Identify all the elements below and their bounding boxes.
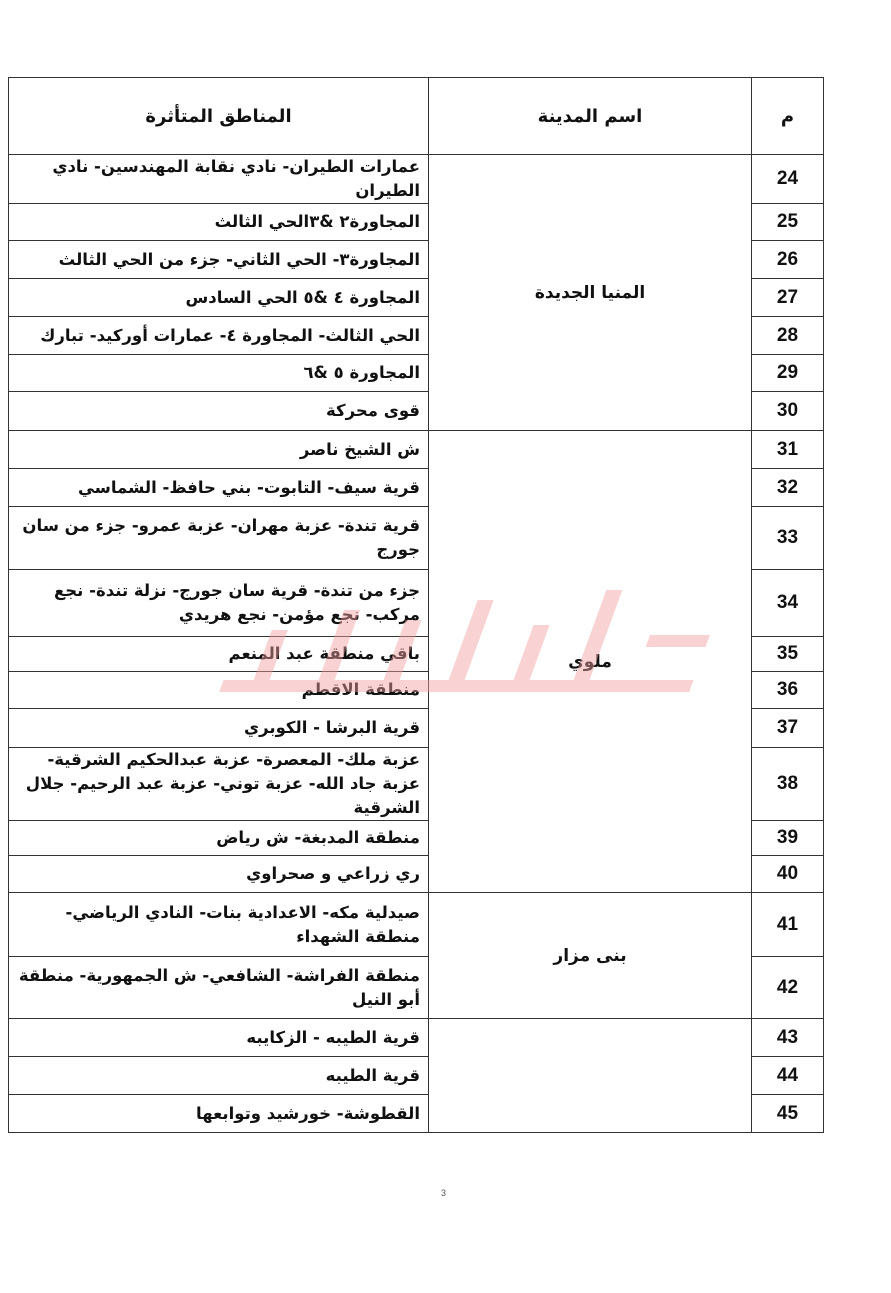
area-cell: المجاورة ٤ &٥ الحي السادس — [9, 279, 429, 317]
area-cell: جزء من تندة- قرية سان جورج- نزلة تندة- نجع مركب- نجع مؤمن- نجع هريدي — [9, 570, 429, 637]
row-number: 30 — [752, 392, 824, 431]
table-row — [9, 893, 824, 957]
row-number: 26 — [752, 241, 824, 279]
row-number: 31 — [752, 431, 824, 469]
area-cell: قرية البرشا - الكوبري — [9, 709, 429, 748]
table-row — [9, 431, 824, 469]
header-number: م — [752, 78, 824, 155]
area-cell: ش الشيخ ناصر — [9, 431, 429, 469]
row-number: 39 — [752, 821, 824, 856]
area-cell: باقي منطقة عبد المنعم — [9, 637, 429, 672]
area-cell: منطقة الاقطم — [9, 672, 429, 709]
table-row — [9, 155, 824, 204]
city-cell: ملوي — [429, 431, 752, 893]
row-number: 43 — [752, 1019, 824, 1057]
header-areas: المناطق المتأثرة — [9, 78, 429, 155]
area-cell: عمارات الطيران- نادي نقابة المهندسين- نادي الطيران — [9, 155, 429, 204]
row-number: 32 — [752, 469, 824, 507]
area-cell: القطوشة- خورشيد وتوابعها — [9, 1095, 429, 1133]
row-number: 40 — [752, 856, 824, 893]
row-number: 33 — [752, 507, 824, 570]
row-number: 36 — [752, 672, 824, 709]
area-cell: قرية تندة- عزبة مهران- عزبة عمرو- جزء من سان جورج — [9, 507, 429, 570]
table-row — [9, 1019, 824, 1057]
row-number: 25 — [752, 204, 824, 241]
affected-areas-table — [8, 77, 824, 1133]
row-number: 41 — [752, 893, 824, 957]
row-number: 37 — [752, 709, 824, 748]
row-number: 44 — [752, 1057, 824, 1095]
area-cell: قوى محركة — [9, 392, 429, 431]
page-number: 3 — [441, 1188, 447, 1198]
area-cell: المجاورة٢ &٣الحي الثالث — [9, 204, 429, 241]
row-number: 34 — [752, 570, 824, 637]
row-number: 29 — [752, 355, 824, 392]
row-number: 45 — [752, 1095, 824, 1133]
area-cell: منطقة الفراشة- الشافعي- ش الجمهورية- منطقة أبو النيل — [9, 957, 429, 1019]
area-cell: قرية سيف- التابوت- بني حافظ- الشماسي — [9, 469, 429, 507]
area-cell: المجاورة ٥ &٦ — [9, 355, 429, 392]
row-number: 42 — [752, 957, 824, 1019]
area-cell: قرية الطيبه - الزكايبه — [9, 1019, 429, 1057]
area-cell: صيدلية مكه- الاعدادية بنات- النادي الرياضي- منطقة الشهداء — [9, 893, 429, 957]
city-cell: بنى مزار — [429, 893, 752, 1019]
area-cell: قرية الطيبه — [9, 1057, 429, 1095]
row-number: 27 — [752, 279, 824, 317]
city-cell: المنيا الجديدة — [429, 155, 752, 431]
table-header-row — [9, 78, 824, 155]
area-cell: الحي الثالث- المجاورة ٤- عمارات أوركيد- تبارك — [9, 317, 429, 355]
area-cell: منطقة المدبغة- ش رياض — [9, 821, 429, 856]
area-cell: عزبة ملك- المعصرة- عزبة عبدالحكيم الشرقية- عزبة جاد الله- عزبة توني- عزبة عبد الرحيم- جلال الشرقية — [9, 748, 429, 821]
area-cell: ري زراعي و صحراوي — [9, 856, 429, 893]
area-cell: المجاورة٣- الحي الثاني- جزء من الحي الثالث — [9, 241, 429, 279]
row-number: 24 — [752, 155, 824, 204]
header-city: اسم المدينة — [429, 78, 752, 155]
city-cell-empty — [429, 1019, 752, 1133]
row-number: 38 — [752, 748, 824, 821]
row-number: 35 — [752, 637, 824, 672]
row-number: 28 — [752, 317, 824, 355]
